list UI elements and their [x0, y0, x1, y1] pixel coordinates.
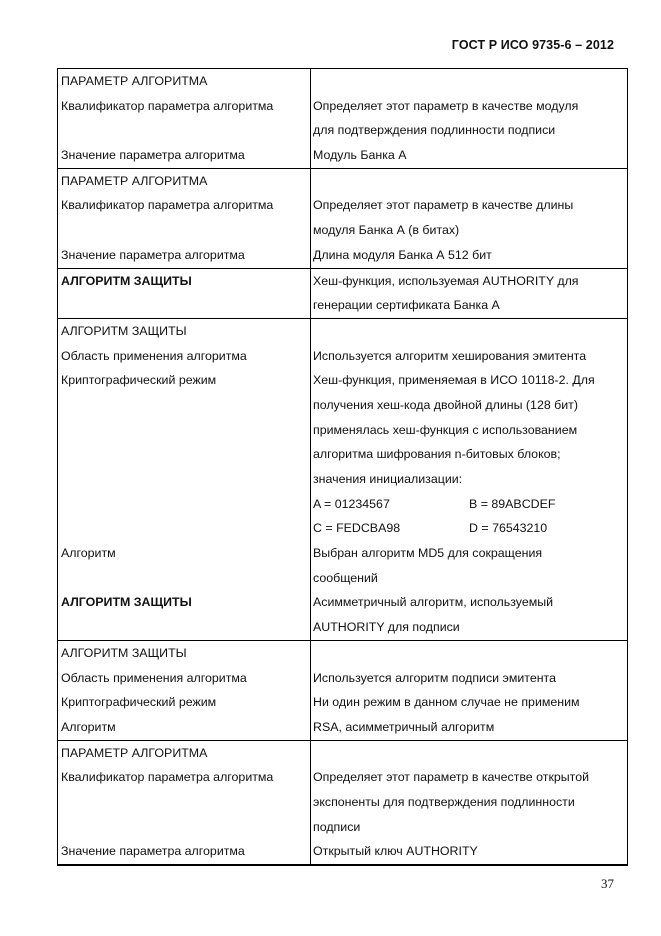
description-line: Асимметричный алгоритм, используемый — [313, 595, 554, 610]
init-value: D = 76543210 — [469, 521, 548, 536]
description-line: Определяет этот параметр в качестве открытой — [313, 770, 590, 785]
document-header: ГОСТ Р ИСО 9735-6 – 2012 — [451, 38, 614, 52]
init-value: B = 89ABCDEF — [469, 496, 556, 511]
row-description — [308, 839, 627, 864]
table-row — [58, 839, 627, 864]
row-description — [308, 269, 627, 318]
row-label: Криптографический режим — [61, 373, 217, 388]
table-row — [58, 169, 627, 194]
description-line: экспоненты для подтверждения подлинности — [313, 794, 575, 809]
table-row — [58, 765, 627, 839]
table-row — [58, 269, 627, 318]
row-description — [308, 143, 627, 168]
table-row — [58, 690, 627, 715]
column-divider — [310, 169, 311, 268]
row-label: Значение параметра алгоритма — [61, 844, 245, 859]
table-section — [58, 741, 627, 866]
row-description — [308, 243, 627, 268]
description-line: Хеш-функция, применяемая в ИСО 10118-2. Для — [313, 373, 595, 388]
description-line: для подтверждения подлинности подписи — [313, 123, 556, 138]
description-line: Модуль Банка А — [313, 148, 407, 163]
table-row — [58, 590, 627, 639]
description-line: Хеш-функция, используемая AUTHORITY для — [313, 273, 579, 288]
row-description — [308, 94, 627, 143]
table-row — [58, 641, 627, 666]
table-row — [58, 94, 627, 143]
description-line: Определяет этот параметр в качестве модуля — [313, 98, 579, 113]
row-label: ПАРАМЕТР АЛГОРИТМА — [61, 74, 208, 88]
row-description — [308, 690, 627, 715]
column-divider — [310, 319, 311, 640]
row-label: Квалификатор параметра алгоритма — [61, 770, 274, 785]
init-values-line — [313, 516, 627, 541]
description-line: модуля Банка А (в битах) — [313, 223, 460, 238]
row-description — [308, 193, 627, 242]
table-row — [58, 344, 627, 369]
description-line: алгоритма шифрования n-битовых блоков; — [313, 447, 561, 462]
row-label: Значение параметра алгоритма — [61, 247, 245, 262]
row-label: Алгоритм — [61, 719, 116, 734]
row-description — [308, 344, 627, 369]
row-description — [308, 541, 627, 590]
row-label: Квалификатор параметра алгоритма — [61, 98, 274, 113]
row-description — [308, 765, 627, 839]
row-label: ПАРАМЕТР АЛГОРИТМА — [61, 173, 208, 188]
column-divider — [310, 69, 311, 168]
init-values-line — [313, 492, 627, 517]
init-value: C = FEDCBA98 — [313, 521, 401, 536]
table-row — [58, 368, 627, 541]
description-line: Используется алгоритм хеширования эмитента — [313, 348, 587, 363]
table-section — [58, 169, 627, 269]
table-row — [58, 143, 627, 168]
row-label: АЛГОРИТМ ЗАЩИТЫ — [61, 323, 187, 338]
row-label: Алгоритм — [61, 546, 116, 561]
description-line: Длина модуля Банка А 512 бит — [313, 247, 492, 262]
table-row — [58, 69, 627, 94]
row-label: Область применения алгоритма — [61, 348, 247, 363]
table-row — [58, 319, 627, 344]
table-section — [58, 269, 627, 319]
page-number: 37 — [601, 876, 614, 891]
row-label: АЛГОРИТМ ЗАЩИТЫ — [61, 645, 187, 660]
row-label: Квалификатор параметра алгоритма — [61, 198, 274, 213]
description-line: Выбран алгоритм MD5 для сокращения — [313, 546, 543, 561]
row-label: ПАРАМЕТР АЛГОРИТМА — [61, 745, 208, 760]
table-row — [58, 541, 627, 590]
description-line: Ни один режим в данном случае не применим — [313, 695, 580, 710]
description-line: Определяет этот параметр в качестве длины — [313, 198, 574, 213]
row-label: Криптографический режим — [61, 695, 217, 710]
description-line: применялась хеш-функция с использованием — [313, 422, 578, 437]
table-row — [58, 193, 627, 242]
table-section — [58, 641, 627, 741]
column-divider — [310, 641, 311, 740]
table-row — [58, 715, 627, 740]
table-row — [58, 741, 627, 766]
description-line: генерации сертификата Банка А — [313, 298, 500, 313]
description-line: AUTHORITY для подписи — [313, 620, 460, 635]
description-line: Используется алгоритм подписи эмитента — [313, 670, 556, 685]
table-section — [58, 69, 627, 169]
column-divider — [310, 269, 311, 318]
row-label: Область применения алгоритма — [61, 670, 247, 685]
row-label: АЛГОРИТМ ЗАЩИТЫ — [61, 595, 192, 610]
row-description — [308, 666, 627, 691]
table-section — [58, 319, 627, 641]
description-line: значения инициализации: — [313, 472, 463, 486]
row-description — [308, 368, 627, 541]
init-value: A = 01234567 — [313, 496, 390, 511]
algorithm-table — [57, 68, 628, 866]
description-line: Открытый ключ AUTHORITY — [313, 844, 478, 859]
description-line: RSA, асимметричный алгоритм — [313, 719, 495, 734]
description-line: получения хеш-кода двойной длины (128 бит) — [313, 397, 578, 412]
row-description — [308, 590, 627, 639]
description-line: подписи — [313, 819, 361, 834]
table-row — [58, 666, 627, 691]
row-label: Значение параметра алгоритма — [61, 148, 245, 163]
row-description — [308, 715, 627, 740]
table-row — [58, 243, 627, 268]
row-label: АЛГОРИТМ ЗАЩИТЫ — [61, 273, 192, 288]
description-line: сообщений — [313, 570, 378, 585]
column-divider — [310, 741, 311, 864]
